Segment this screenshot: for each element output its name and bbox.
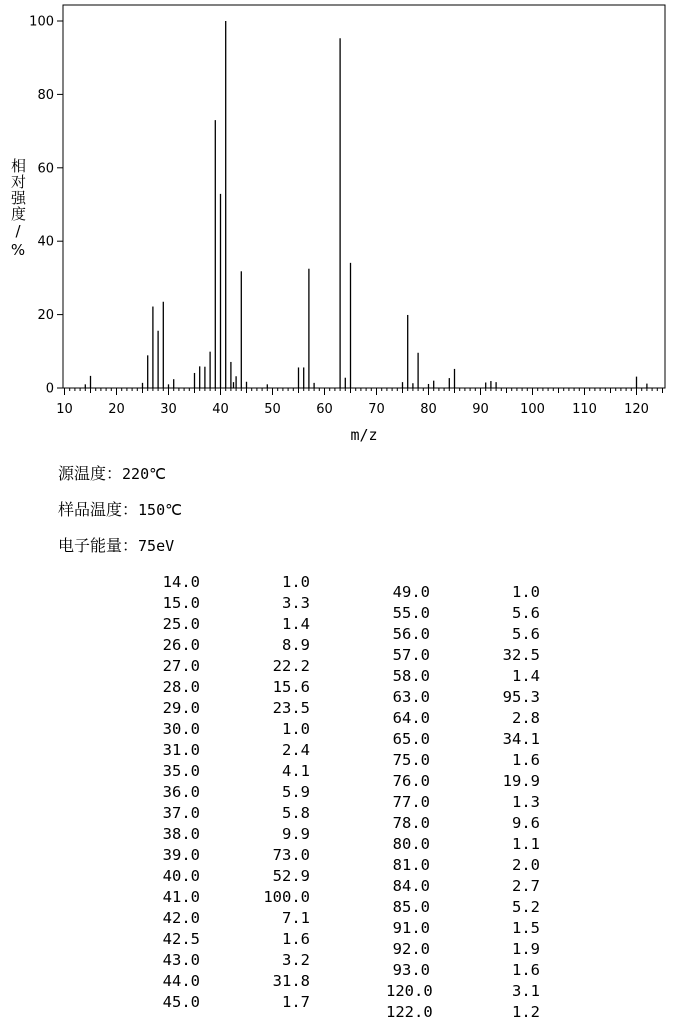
peak-row <box>386 582 540 603</box>
peak-abundance: 7.1 <box>282 909 310 927</box>
peak-mz: 84.0 <box>392 877 430 895</box>
peak-abundance: 1.1 <box>512 835 540 853</box>
peak-abundance: 5.6 <box>512 625 540 643</box>
peak-row <box>156 824 310 845</box>
peak-mz: 63.0 <box>392 688 430 706</box>
peak-mz: 57.0 <box>392 646 430 664</box>
peak-abundance: 9.6 <box>512 814 540 832</box>
x-tick-label: 100 <box>520 402 545 417</box>
peak-table-left <box>156 572 310 1013</box>
peak-abundance: 5.9 <box>282 783 310 801</box>
peak-table-right <box>386 582 540 1023</box>
peak-row <box>386 666 540 687</box>
peak-abundance: 1.3 <box>512 793 540 811</box>
peak-abundance: 3.3 <box>282 594 310 612</box>
peak-mz: 27.0 <box>162 657 200 675</box>
peak-mz: 28.0 <box>162 678 200 696</box>
peak-row <box>156 845 310 866</box>
peak-mz: 85.0 <box>392 898 430 916</box>
peak-abundance: 1.6 <box>512 751 540 769</box>
peak-row <box>386 771 540 792</box>
x-tick-label: 50 <box>264 402 281 417</box>
peak-mz: 91.0 <box>392 919 430 937</box>
peak-abundance: 34.1 <box>502 730 540 748</box>
peak-abundance: 2.0 <box>512 856 540 874</box>
peak-row <box>386 897 540 918</box>
peak-abundance: 5.8 <box>282 804 310 822</box>
peak-abundance: 15.6 <box>272 678 310 696</box>
peak-abundance: 8.9 <box>282 636 310 654</box>
peak-abundance: 19.9 <box>502 772 540 790</box>
y-tick-label: 40 <box>37 234 54 250</box>
x-tick-label: 40 <box>212 402 229 417</box>
electron-energy-value: 75eV <box>138 537 175 555</box>
peak-row <box>156 656 310 677</box>
y-tick-label: 20 <box>37 308 54 324</box>
x-axis-label: m/z <box>350 426 378 444</box>
peak-mz: 56.0 <box>392 625 430 643</box>
x-tick-label: 90 <box>472 402 489 417</box>
peak-row <box>156 761 310 782</box>
source-temperature-value: 220℃ <box>122 465 166 483</box>
source-temperature-label: 源温度： <box>58 464 123 483</box>
peak-row <box>386 708 540 729</box>
peak-row <box>156 614 310 635</box>
x-tick-label: 30 <box>160 402 177 417</box>
peak-row <box>156 593 310 614</box>
electron-energy <box>58 536 174 556</box>
peak-mz: 92.0 <box>392 940 430 958</box>
peak-abundance: 3.2 <box>282 951 310 969</box>
peak-mz: 81.0 <box>392 856 430 874</box>
peak-row <box>386 750 540 771</box>
peak-abundance: 1.5 <box>512 919 540 937</box>
peak-mz: 38.0 <box>162 825 200 843</box>
peak-mz: 93.0 <box>392 961 430 979</box>
peak-row <box>156 740 310 761</box>
peak-row <box>386 645 540 666</box>
peak-abundance: 1.6 <box>282 930 310 948</box>
peak-abundance: 32.5 <box>502 646 540 664</box>
peak-row <box>386 960 540 981</box>
peak-mz: 49.0 <box>392 583 430 601</box>
peak-mz: 80.0 <box>392 835 430 853</box>
peak-abundance: 2.7 <box>512 877 540 895</box>
peak-row <box>386 729 540 750</box>
y-tick-label: 60 <box>37 161 54 177</box>
peak-row <box>156 698 310 719</box>
peak-mz: 65.0 <box>392 730 430 748</box>
peak-row <box>386 792 540 813</box>
peak-row <box>386 687 540 708</box>
peak-mz: 31.0 <box>162 741 200 759</box>
peak-mz: 58.0 <box>392 667 430 685</box>
spectrum-bars <box>85 21 647 388</box>
peak-mz: 36.0 <box>162 783 200 801</box>
peak-mz: 39.0 <box>162 846 200 864</box>
y-axis <box>29 15 63 397</box>
peak-abundance: 1.2 <box>512 1003 540 1021</box>
peak-mz: 64.0 <box>392 709 430 727</box>
peak-abundance: 5.2 <box>512 898 540 916</box>
mass-spectrum-chart <box>0 0 680 450</box>
x-tick-label: 10 <box>56 402 73 417</box>
x-tick-label: 120 <box>624 402 649 417</box>
x-tick-label: 70 <box>368 402 385 417</box>
peak-mz: 75.0 <box>392 751 430 769</box>
y-tick-label: 100 <box>29 14 54 30</box>
peak-abundance: 1.4 <box>512 667 540 685</box>
peak-row <box>386 624 540 645</box>
peak-abundance: 73.0 <box>272 846 310 864</box>
peak-abundance: 100.0 <box>263 888 310 906</box>
peak-mz: 77.0 <box>392 793 430 811</box>
peak-mz: 55.0 <box>392 604 430 622</box>
peak-mz: 42.0 <box>162 909 200 927</box>
peak-abundance: 1.4 <box>282 615 310 633</box>
y-tick-label: 0 <box>45 381 54 397</box>
x-tick-label: 60 <box>316 402 333 417</box>
peak-mz: 25.0 <box>162 615 200 633</box>
x-tick-label: 110 <box>572 402 597 417</box>
y-axis-label: 相对强度/% <box>9 158 27 260</box>
peak-abundance: 1.7 <box>282 993 310 1011</box>
sample-temperature-label: 样品温度： <box>58 500 139 519</box>
peak-abundance: 4.1 <box>282 762 310 780</box>
peak-mz: 26.0 <box>162 636 200 654</box>
peak-mz: 45.0 <box>162 993 200 1011</box>
peak-row <box>386 918 540 939</box>
peak-abundance: 5.6 <box>512 604 540 622</box>
peak-abundance: 1.0 <box>282 720 310 738</box>
peak-row <box>386 939 540 960</box>
peak-abundance: 52.9 <box>272 867 310 885</box>
x-tick-label: 80 <box>420 402 437 417</box>
peak-row <box>386 603 540 624</box>
peak-mz: 14.0 <box>162 573 200 591</box>
peak-row <box>156 950 310 971</box>
peak-mz: 37.0 <box>162 804 200 822</box>
x-axis <box>56 388 662 417</box>
peak-abundance: 1.9 <box>512 940 540 958</box>
peak-row <box>156 929 310 950</box>
peak-row <box>156 866 310 887</box>
peak-row <box>156 971 310 992</box>
peak-row <box>386 834 540 855</box>
peak-abundance: 22.2 <box>272 657 310 675</box>
peak-mz: 44.0 <box>162 972 200 990</box>
peak-mz: 43.0 <box>162 951 200 969</box>
peak-abundance: 95.3 <box>502 688 540 706</box>
peak-mz: 42.5 <box>162 930 200 948</box>
peak-mz: 15.0 <box>162 594 200 612</box>
peak-row <box>386 813 540 834</box>
peak-mz: 35.0 <box>162 762 200 780</box>
peak-abundance: 1.6 <box>512 961 540 979</box>
electron-energy-label: 电子能量： <box>58 536 139 555</box>
sample-temperature-value: 150℃ <box>138 501 182 519</box>
peak-row <box>156 782 310 803</box>
peak-mz: 76.0 <box>392 772 430 790</box>
peak-row <box>156 887 310 908</box>
peak-row <box>156 908 310 929</box>
peak-mz: 29.0 <box>162 699 200 717</box>
peak-row <box>386 855 540 876</box>
peak-mz: 122.0 <box>386 1003 433 1021</box>
peak-mz: 78.0 <box>392 814 430 832</box>
peak-row <box>156 719 310 740</box>
peak-row <box>156 803 310 824</box>
peak-mz: 120.0 <box>386 982 433 1000</box>
peak-abundance: 2.4 <box>282 741 310 759</box>
peak-row <box>156 677 310 698</box>
y-tick-label: 80 <box>37 87 54 103</box>
peak-mz: 41.0 <box>162 888 200 906</box>
peak-abundance: 1.0 <box>282 573 310 591</box>
peak-row <box>386 876 540 897</box>
sample-temperature <box>58 500 182 520</box>
peak-row <box>386 981 540 1002</box>
peak-abundance: 31.8 <box>272 972 310 990</box>
peak-abundance: 3.1 <box>512 982 540 1000</box>
x-tick-label: 20 <box>108 402 125 417</box>
peak-row <box>156 572 310 593</box>
source-temperature <box>58 464 166 484</box>
peak-row <box>156 635 310 656</box>
peak-mz: 40.0 <box>162 867 200 885</box>
peak-abundance: 1.0 <box>512 583 540 601</box>
peak-abundance: 9.9 <box>282 825 310 843</box>
peak-abundance: 23.5 <box>272 699 310 717</box>
peak-abundance: 2.8 <box>512 709 540 727</box>
peak-mz: 30.0 <box>162 720 200 738</box>
peak-row <box>156 992 310 1013</box>
